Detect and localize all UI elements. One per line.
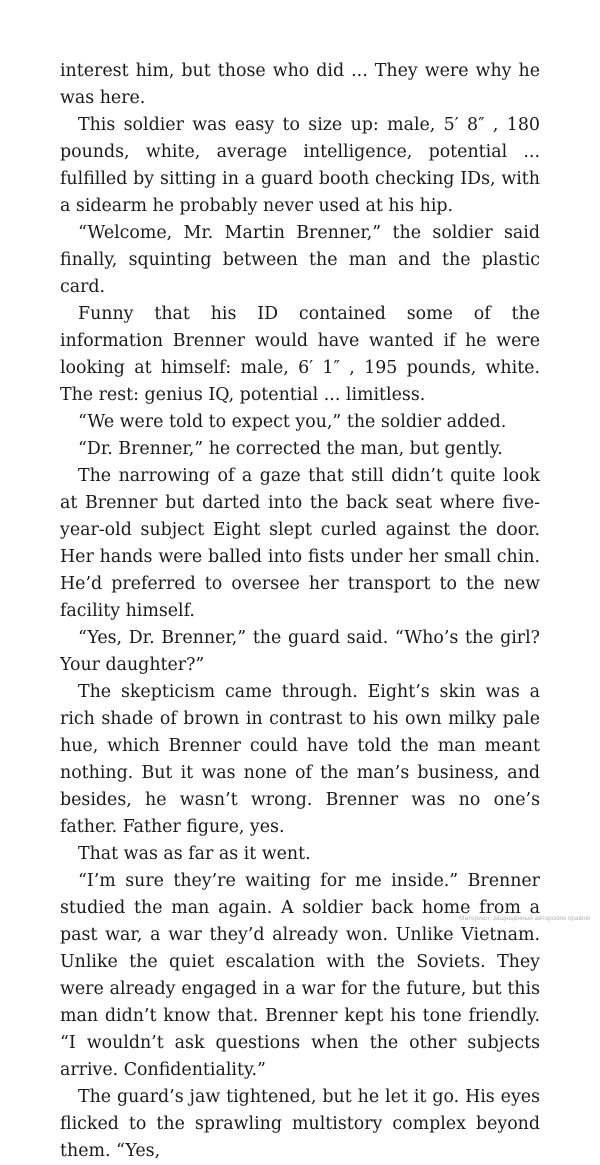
paragraph-8: “Yes, Dr. Brenner,” the guard said. “Who’s the girl? Your daughter?” [60, 628, 540, 675]
paragraph-1: interest him, but those who did ... They were why he was here. [60, 61, 540, 108]
paragraph-4: Funny that his ID contained some of the information Brenner would have wanted if he were looking at himself: male, 6′ 1″ , 195 pounds, white. The rest: genius IQ, potential ... limitless. [60, 304, 540, 405]
paragraph-6: “Dr. Brenner,” he corrected the man, but gently. [78, 439, 503, 459]
paragraph-12: The guard’s jaw tightened, but he let it go. His eyes flicked to the sprawling multistory complex beyond them. “Yes, [60, 1087, 540, 1161]
paragraph-3: “Welcome, Mr. Martin Brenner,” the soldier said finally, squinting between the man and the plastic card. [60, 223, 540, 297]
paragraph-9: The skepticism came through. Eight’s skin was a rich shade of brown in contrast to his own milky pale hue, which Brenner could have told the man meant nothing. But it was none of the man’s business, and besides, he wasn’t wrong. Brenner was no one’s father. Father figure, yes. [60, 682, 540, 837]
page-body [60, 58, 540, 1165]
copyright-watermark: Материал, защищённый авторским правом [459, 915, 590, 922]
paragraph-11: “I’m sure they’re waiting for me inside.” Brenner studied the man again. A soldier back home from a past war, a war they’d already won. Unlike Vietnam. Unlike the quiet escalation with the Soviets. They were already engaged in a war for the future, but this man didn’t know that. Brenner kept his tone friendly. “I wouldn’t ask questions when the other subjects arrive. Confidentiality.” [60, 871, 540, 1080]
paragraph-10: That was as far as it went. [78, 844, 311, 864]
paragraph-7: The narrowing of a gaze that still didn’t quite look at Brenner but darted into the back seat where five-year-old subject Eight slept curled against the door. Her hands were balled into fists under her small chin. He’d preferred to oversee her transport to the new facility himself. [60, 466, 540, 621]
paragraph-5: “We were told to expect you,” the soldier added. [78, 412, 507, 432]
paragraph-2: This soldier was easy to size up: male, 5′ 8″ , 180 pounds, white, average intelligence, potential ... fulfilled by sitting in a guard booth checking IDs, with a sidearm he probably never used at his hip. [60, 115, 540, 216]
